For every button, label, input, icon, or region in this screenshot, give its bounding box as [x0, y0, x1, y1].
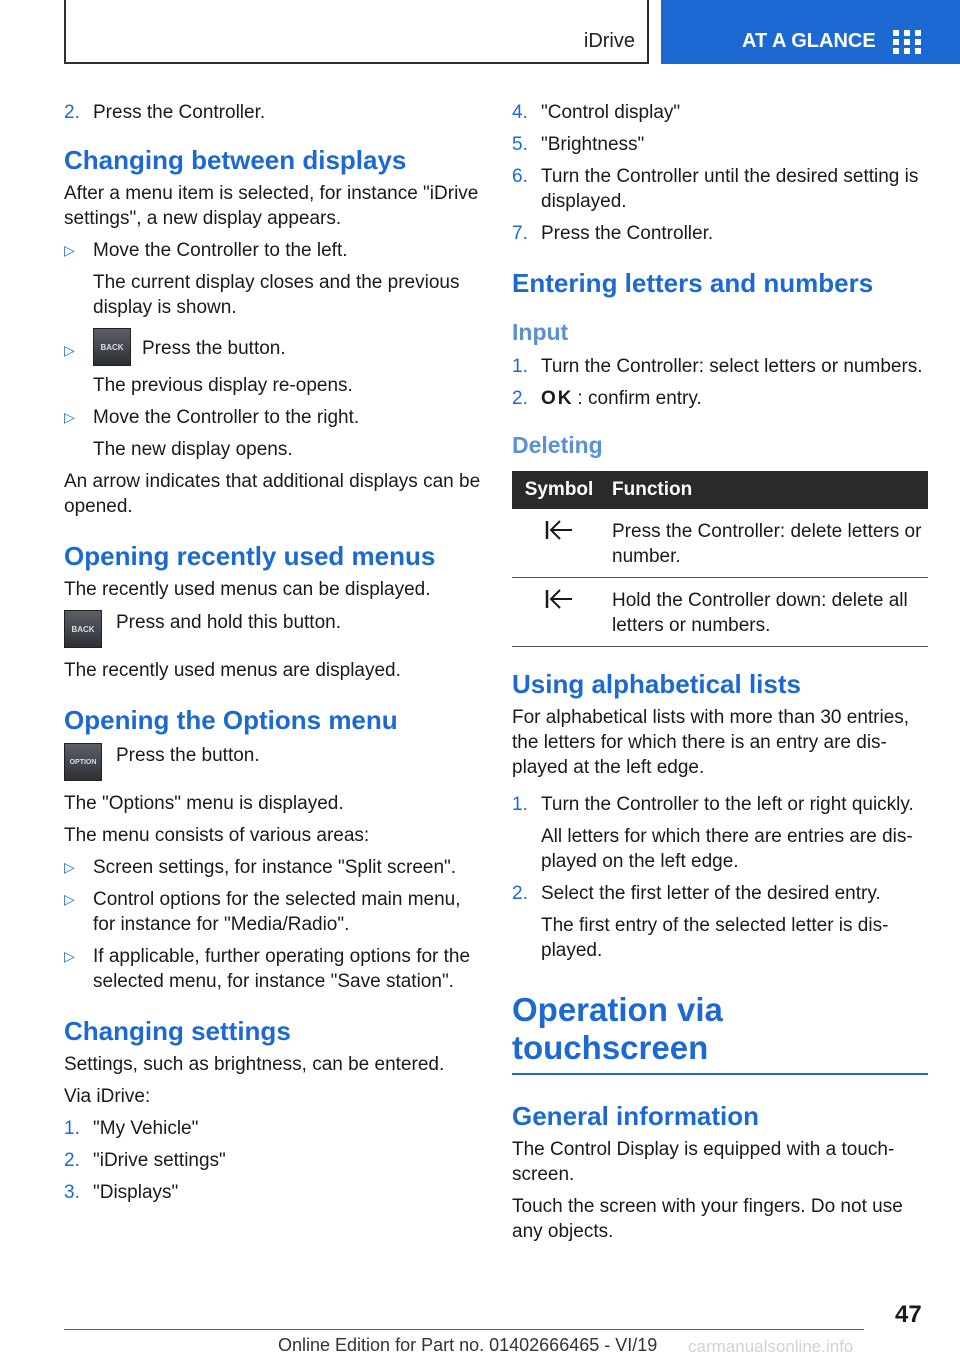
step-number: 1.: [512, 356, 528, 377]
paragraph: An arrow indicates that additional displays can be opened.: [64, 471, 481, 517]
back-button-icon: BACK: [93, 328, 131, 366]
step-number: 3.: [64, 1182, 80, 1203]
step-text: : confirm entry.: [577, 388, 702, 409]
step-number: 2.: [64, 102, 80, 123]
table-cell-symbol: [512, 509, 606, 578]
heading-changing-displays: Changing between displays: [64, 145, 407, 175]
list-item: [512, 164, 928, 214]
delete-back-icon: [544, 588, 574, 610]
list-item: [64, 887, 484, 937]
bullet-triangle-icon: ▷: [64, 242, 75, 258]
step-text: Turn the Controller until the desired setting is displayed.: [541, 166, 919, 212]
step-number: 1.: [512, 794, 528, 815]
paragraph: After a menu item is selected, for instance "iDrive settings", a new display appears.: [64, 183, 479, 229]
step-text: Press the Controller.: [93, 102, 266, 123]
step-text: "Displays": [93, 1182, 179, 1203]
list-item: [64, 1180, 484, 1205]
list-item: [512, 354, 928, 379]
step-text: Turn the Controller to the left or right quickly.: [541, 794, 914, 815]
heading-input: Input: [512, 319, 569, 345]
step-subtext: The first entry of the selected letter is dis‐ played.: [541, 915, 889, 961]
deleting-table: [512, 471, 928, 647]
bullet-triangle-icon: ▷: [64, 859, 75, 875]
heading-alpha-lists: Using alphabetical lists: [512, 669, 801, 699]
heading-touchscreen: Operation via touchscreen: [512, 991, 928, 1075]
ok-symbol-icon: OK: [541, 388, 574, 409]
watermark: carmanualsonline.info: [688, 1337, 854, 1356]
footer-edition: Online Edition for Part no. 01402666465 - VI/19: [278, 1335, 658, 1355]
table-cell-function: Hold the Controller down: delete all letters or numbers.: [606, 578, 928, 647]
step-number: 1.: [64, 1118, 80, 1139]
button-instruction-text: Press the button.: [116, 745, 260, 766]
bullet-subtext: The previous display re-opens.: [93, 375, 353, 396]
header-section-title: iDrive: [583, 30, 635, 52]
table-header-row: [512, 471, 928, 509]
button-instruction: [64, 743, 484, 781]
bullet-subtext: The current display closes and the previous display is shown.: [93, 272, 460, 318]
table-header-symbol: Symbol: [512, 471, 606, 509]
left-column: [64, 100, 484, 1212]
bullet-text: Control options for the selected main menu, for instance for "Media/Radio".: [93, 889, 461, 935]
step-text: "My Vehicle": [93, 1118, 199, 1139]
bullet-triangle-icon: ▷: [64, 342, 75, 358]
paragraph: Via iDrive:: [64, 1086, 151, 1107]
header-chapter-title[interactable]: AT A GLANCE: [742, 30, 876, 52]
heading-recent-menus: Opening recently used menus: [64, 541, 436, 571]
option-button-icon: OPTION: [64, 743, 102, 781]
step-number: 4.: [512, 102, 528, 123]
bullet-text: Press the button.: [142, 338, 286, 359]
paragraph: The recently used menus are displayed.: [64, 660, 401, 681]
list-item: [512, 132, 928, 157]
step-number: 2.: [512, 883, 528, 904]
bullet-text: Move the Controller to the left.: [93, 240, 348, 261]
table-cell-function: Press the Controller: delete letters or number.: [606, 509, 928, 578]
step-number: 2.: [512, 388, 528, 409]
button-instruction-text: Press and hold this button.: [116, 612, 341, 633]
back-button-icon: BACK: [64, 610, 102, 648]
step-number: 5.: [512, 134, 528, 155]
header-chapter-box[interactable]: [661, 0, 960, 64]
paragraph: The recently used menus can be displayed.: [64, 579, 431, 600]
list-item: [512, 881, 928, 906]
step-text: "Brightness": [541, 134, 645, 155]
bullet-text: If applicable, further operating options for the selected menu, for instance "Save station".: [93, 946, 471, 992]
footer-divider: [64, 1329, 864, 1330]
heading-options-menu: Opening the Options menu: [64, 705, 398, 735]
grid-icon[interactable]: [893, 30, 921, 54]
table-row: [512, 509, 928, 578]
list-item: [512, 792, 928, 817]
list-item: [64, 855, 484, 880]
step-text: "Control display": [541, 102, 681, 123]
paragraph: For alphabetical lists with more than 30 entries, the letters for which there is an entry are dis‐ played at the left edge.: [512, 707, 910, 778]
header-section-box: [64, 0, 649, 64]
step-number: 7.: [512, 223, 528, 244]
bullet-triangle-icon: ▷: [64, 948, 75, 964]
table-row: [512, 578, 928, 647]
step-text: Press the Controller.: [541, 223, 714, 244]
bullet-text: Move the Controller to the right.: [93, 407, 360, 428]
list-item: [64, 100, 484, 125]
button-instruction: [64, 610, 484, 648]
list-item: [512, 221, 928, 246]
step-subtext: All letters for which there are entries are dis‐ played on the left edge.: [541, 826, 913, 872]
bullet-triangle-icon: ▷: [64, 891, 75, 907]
list-item: [64, 1148, 484, 1173]
paragraph: The Control Display is equipped with a touch‐ screen.: [512, 1139, 895, 1185]
heading-changing-settings: Changing settings: [64, 1016, 291, 1046]
paragraph: The "Options" menu is displayed.: [64, 793, 344, 814]
list-item: [512, 100, 928, 125]
heading-entering: Entering letters and numbers: [512, 268, 874, 298]
list-item: [64, 328, 484, 366]
list-item: [64, 238, 484, 263]
list-item: [64, 405, 484, 430]
list-item: [512, 386, 928, 411]
table-cell-symbol: [512, 578, 606, 647]
page-number: 47: [895, 1301, 922, 1328]
right-column: [512, 100, 928, 1251]
delete-back-icon: [544, 519, 574, 541]
paragraph: Settings, such as brightness, can be entered.: [64, 1054, 445, 1075]
bullet-triangle-icon: ▷: [64, 409, 75, 425]
step-number: 2.: [64, 1150, 80, 1171]
step-text: Turn the Controller: select letters or numbers.: [541, 356, 923, 377]
paragraph: The menu consists of various areas:: [64, 825, 370, 846]
step-number: 6.: [512, 166, 528, 187]
step-text: Select the first letter of the desired entry.: [541, 883, 881, 904]
heading-general-info: General information: [512, 1101, 760, 1131]
heading-deleting: Deleting: [512, 432, 603, 458]
bullet-subtext: The new display opens.: [93, 439, 293, 460]
list-item: [64, 944, 484, 994]
step-text: "iDrive settings": [93, 1150, 226, 1171]
table-header-function: Function: [606, 471, 928, 509]
bullet-text: Screen settings, for instance "Split screen".: [93, 857, 457, 878]
list-item: [64, 1116, 484, 1141]
paragraph: Touch the screen with your fingers. Do not use any objects.: [512, 1196, 903, 1242]
